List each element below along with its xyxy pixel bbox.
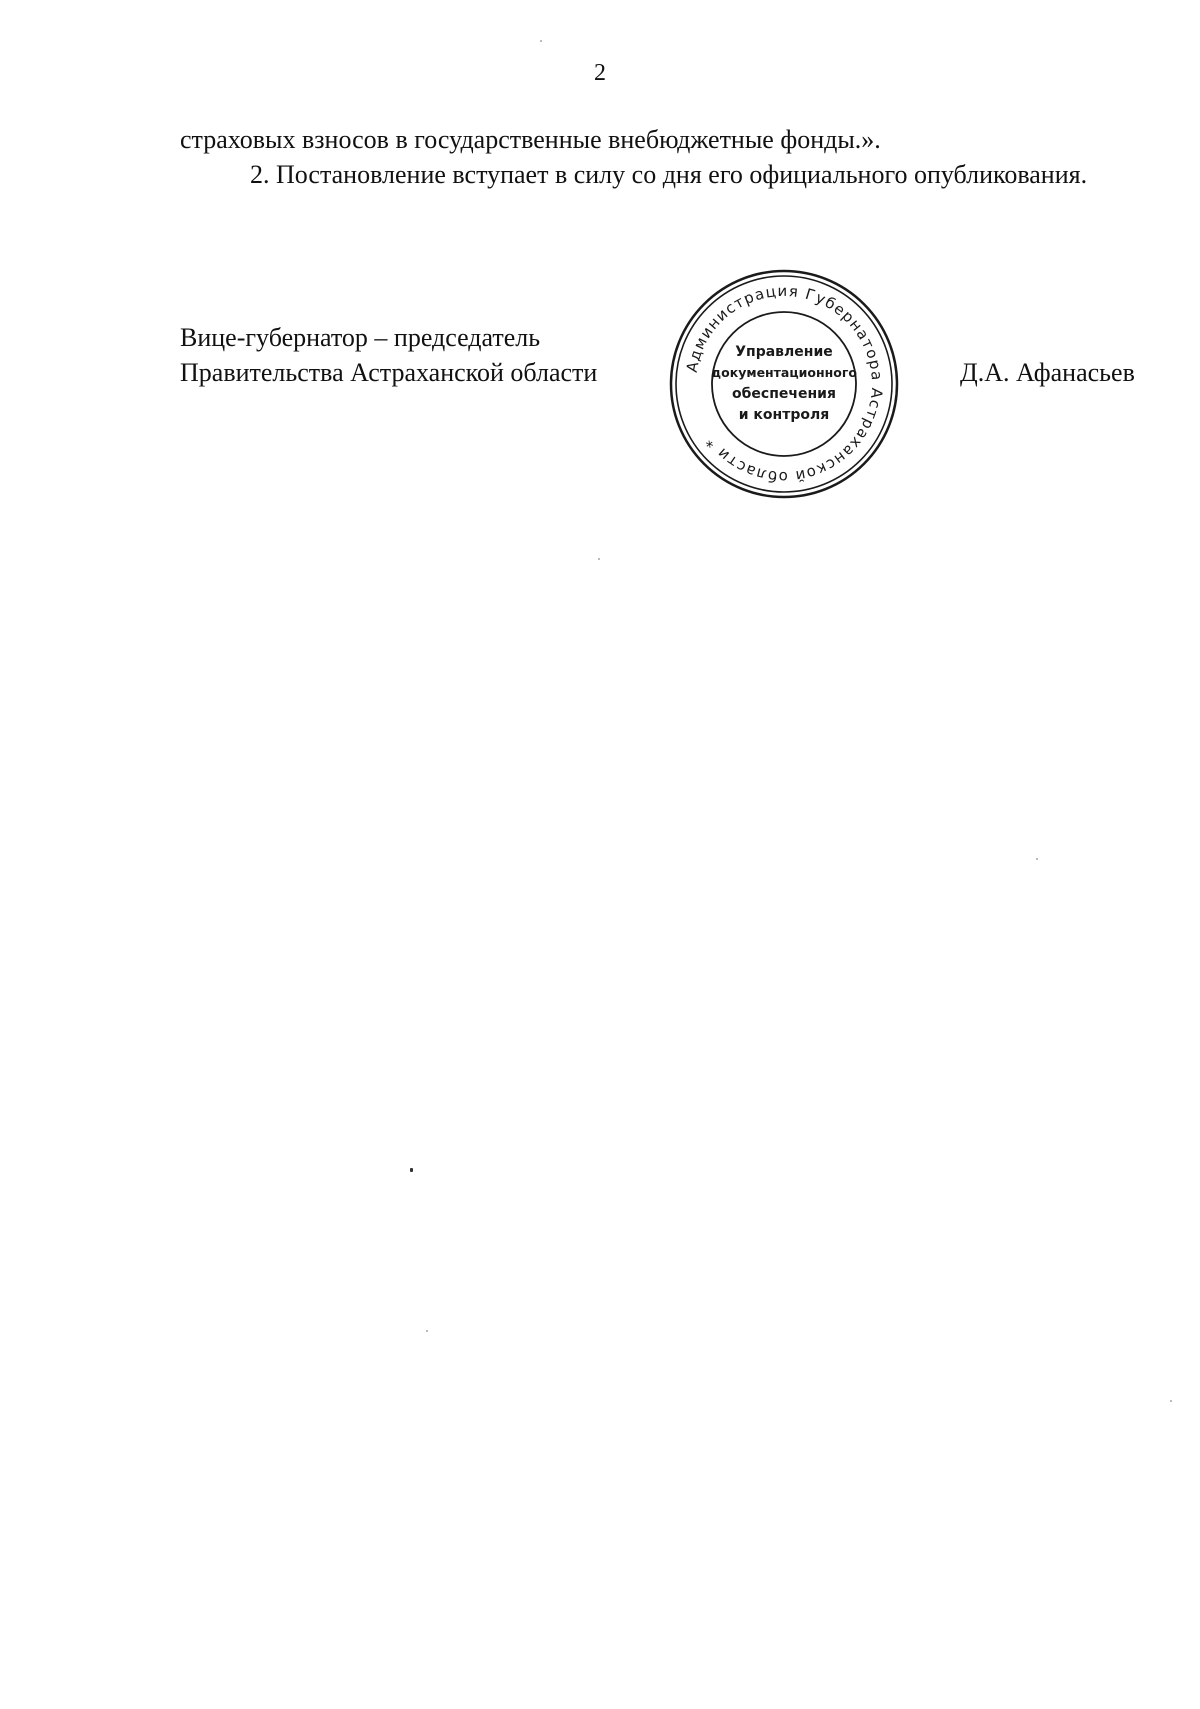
body-line-1: страховых взносов в государственные внебюджетные фонды.». xyxy=(180,125,881,154)
seal-center-line-3: обеспечения xyxy=(732,386,836,402)
seal-ring-textpath: Администрация Губернатора Астраханской области * xyxy=(682,281,887,487)
seal-outer-ring-inner xyxy=(676,276,892,492)
page-number: 2 xyxy=(594,60,606,86)
seal-inner-ring xyxy=(712,312,856,456)
document-body xyxy=(180,122,1148,192)
position-line-1: Вице-губернатор – председатель xyxy=(180,323,541,352)
paragraph-2: 2. Постановление вступает в силу со дня его официального опубликования. xyxy=(250,160,1088,189)
scan-dust xyxy=(598,558,600,560)
scan-dust xyxy=(426,1330,428,1332)
scan-speck xyxy=(410,1168,413,1172)
position-line-2: Правительства Астраханской области xyxy=(180,358,598,387)
scan-dust xyxy=(1170,1400,1172,1402)
scan-dust xyxy=(1036,858,1038,860)
seal-outer-ring xyxy=(671,271,897,497)
signatory-name: Д.А. Афанасьев xyxy=(960,358,1135,387)
seal-graphic xyxy=(668,268,900,500)
seal-center-line-1: Управление xyxy=(735,344,833,360)
scan-dust xyxy=(540,40,542,42)
seal-center-line-2: документационного xyxy=(711,365,857,380)
seal-center-line-4: и контроля xyxy=(738,407,830,423)
official-seal xyxy=(668,268,900,500)
signatory-position xyxy=(180,320,597,390)
